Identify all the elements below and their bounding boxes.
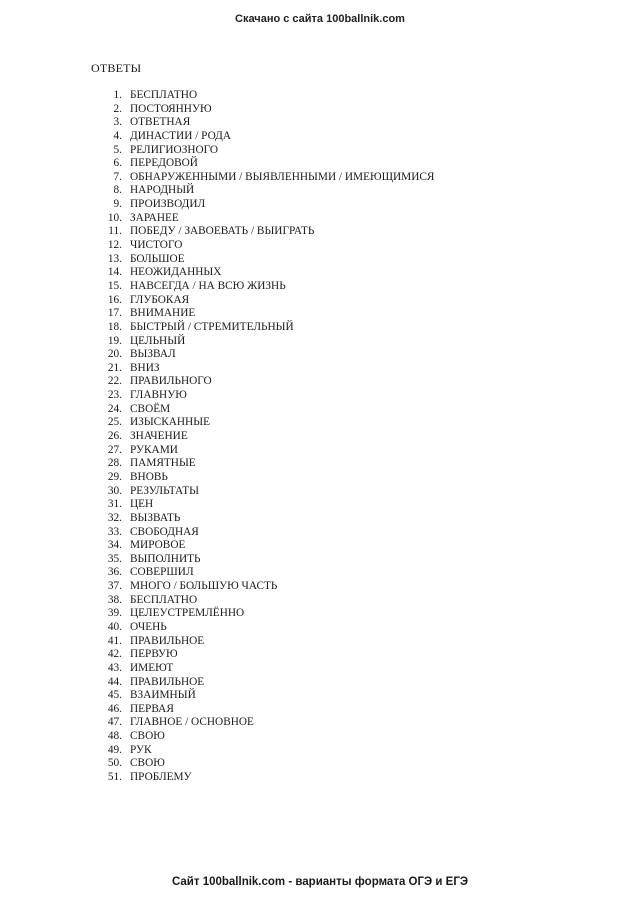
answer-text: ПОБЕДУ / ЗАВОЕВАТЬ / ВЫИГРАТЬ [130, 225, 315, 238]
answer-text: МИРОВОЕ [130, 539, 186, 552]
answer-number: 27. [107, 443, 122, 456]
answer-number: 51. [107, 771, 122, 784]
answer-text: ВЫПОЛНИТЬ [130, 552, 201, 565]
answer-text: ПЕРВАЯ [130, 702, 174, 715]
answer-text: ЦЕЛЕУСТРЕМЛЁННО [130, 607, 245, 620]
answer-text: ВНОВЬ [130, 470, 168, 483]
page-header: Скачано с сайта 100ballnik.com [235, 13, 405, 25]
answer-number: 34. [107, 539, 122, 552]
answer-text: ОБНАРУЖЕННЫМИ / ВЫЯВЛЕННЫМИ / ИМЕЮЩИМИСЯ [130, 170, 435, 183]
answer-item [0, 607, 640, 621]
answer-item [0, 744, 640, 758]
answer-item [0, 266, 640, 280]
answer-text: ПЕРВУЮ [130, 648, 178, 661]
answer-number: 50. [107, 757, 122, 770]
answer-text: ОТВЕТНАЯ [130, 116, 191, 129]
answer-item [0, 389, 640, 403]
answer-number: 48. [107, 730, 122, 743]
answer-item [0, 184, 640, 198]
answer-item [0, 471, 640, 485]
answer-text: ГЛУБОКАЯ [130, 293, 190, 306]
answer-item [0, 89, 640, 103]
answer-text: ПРОИЗВОДИЛ [130, 198, 206, 211]
answer-number: 33. [107, 525, 122, 538]
answer-text: СВОЁМ [130, 402, 171, 415]
answer-text: ПРАВИЛЬНОЕ [130, 675, 205, 688]
answer-number: 21. [107, 361, 122, 374]
answer-number: 7. [113, 170, 122, 183]
answer-item [0, 771, 640, 785]
answer-number: 30. [107, 484, 122, 497]
answer-number: 46. [107, 702, 122, 715]
answer-number: 45. [107, 689, 122, 702]
answer-item [0, 103, 640, 117]
answer-text: ЗНАЧЕНИЕ [130, 430, 188, 443]
answer-item [0, 485, 640, 499]
answer-text: ПАМЯТНЫЕ [130, 457, 196, 470]
answer-number: 36. [107, 566, 122, 579]
answer-number: 9. [113, 198, 122, 211]
answer-item [0, 307, 640, 321]
answer-item [0, 539, 640, 553]
answer-text: ПОСТОЯННУЮ [130, 102, 212, 115]
answer-item [0, 198, 640, 212]
answer-number: 11. [108, 225, 122, 238]
answer-item [0, 253, 640, 267]
answer-number: 17. [107, 307, 122, 320]
answer-text: ГЛАВНУЮ [130, 389, 187, 402]
answer-number: 37. [107, 580, 122, 593]
answer-number: 40. [107, 620, 122, 633]
answer-text: СВОЮ [130, 757, 165, 770]
answer-text: ПРАВИЛЬНОЕ [130, 634, 205, 647]
answer-text: РУКАМИ [130, 443, 178, 456]
answer-item [0, 553, 640, 567]
answer-text: РУК [130, 743, 152, 756]
answer-number: 19. [107, 334, 122, 347]
answer-item [0, 335, 640, 349]
answer-number: 28. [107, 457, 122, 470]
answer-number: 12. [107, 239, 122, 252]
answer-text: ЦЕН [130, 498, 154, 511]
section-title: ОТВЕТЫ [91, 61, 142, 75]
answer-item [0, 594, 640, 608]
answer-number: 10. [107, 211, 122, 224]
answer-number: 8. [113, 184, 122, 197]
answer-number: 13. [107, 252, 122, 265]
answer-item [0, 566, 640, 580]
answer-item [0, 239, 640, 253]
answer-text: ВЫЗВАТЬ [130, 511, 181, 524]
answer-item [0, 116, 640, 130]
answer-text: ЗАРАНЕЕ [130, 211, 179, 224]
answer-item [0, 526, 640, 540]
answer-text: ОЧЕНЬ [130, 620, 167, 633]
answer-text: БЕСПЛАТНО [130, 89, 198, 101]
answer-text: ДИНАСТИИ / РОДА [130, 129, 232, 142]
answer-item [0, 157, 640, 171]
answer-number: 3. [113, 116, 122, 129]
answer-number: 20. [107, 348, 122, 361]
answer-number: 47. [107, 716, 122, 729]
answer-text: ПРАВИЛЬНОГО [130, 375, 212, 388]
answer-number: 6. [113, 157, 122, 170]
answer-item [0, 403, 640, 417]
answer-text: ИЗЫСКАННЫЕ [130, 416, 210, 429]
answer-number: 32. [107, 511, 122, 524]
answer-number: 38. [107, 593, 122, 606]
answer-item [0, 375, 640, 389]
answer-text: БЫСТРЫЙ / СТРЕМИТЕЛЬНЫЙ [130, 320, 294, 333]
answer-number: 44. [107, 675, 122, 688]
answer-number: 42. [107, 648, 122, 661]
answer-item [0, 676, 640, 690]
answer-item [0, 294, 640, 308]
answer-item [0, 703, 640, 717]
answer-number: 4. [113, 129, 122, 142]
answer-text: ЦЕЛЬНЫЙ [130, 334, 186, 347]
answer-text: ВЫЗВАЛ [130, 348, 176, 361]
answer-item [0, 635, 640, 649]
answer-text: БОЛЬШОЕ [130, 252, 185, 265]
answer-text: НЕОЖИДАННЫХ [130, 266, 222, 279]
answer-item [0, 444, 640, 458]
answer-number: 14. [107, 266, 122, 279]
answer-text: РЕЗУЛЬТАТЫ [130, 484, 199, 497]
answer-number: 49. [107, 743, 122, 756]
answer-number: 24. [107, 402, 122, 415]
answer-number: 18. [107, 320, 122, 333]
answer-text: РЕЛИГИОЗНОГО [130, 143, 219, 156]
answer-item [0, 757, 640, 771]
answer-item [0, 457, 640, 471]
answer-item [0, 225, 640, 239]
answer-number: 29. [107, 470, 122, 483]
answer-item [0, 498, 640, 512]
answer-item [0, 730, 640, 744]
answer-item [0, 662, 640, 676]
answer-text: МНОГО / БОЛЬШУЮ ЧАСТЬ [130, 580, 278, 593]
answer-item [0, 716, 640, 730]
answer-item [0, 171, 640, 185]
answers-list [0, 89, 640, 785]
answer-text: ВНИМАНИЕ [130, 307, 196, 320]
answer-text: СВОЮ [130, 730, 165, 743]
answer-number: 26. [107, 430, 122, 443]
answer-number: 16. [107, 293, 122, 306]
answer-text: ИМЕЮТ [130, 661, 174, 674]
answer-item [0, 621, 640, 635]
answer-number: 22. [107, 375, 122, 388]
answer-number: 2. [113, 102, 122, 115]
answer-item [0, 416, 640, 430]
answer-item [0, 130, 640, 144]
answer-item [0, 321, 640, 335]
answer-number: 35. [107, 552, 122, 565]
answer-text: ВНИЗ [130, 361, 160, 374]
answer-item [0, 430, 640, 444]
answer-number: 31. [107, 498, 122, 511]
answer-text: ПЕРЕДОВОЙ [130, 157, 198, 170]
answer-text: ЧИСТОГО [130, 239, 183, 252]
answer-number: 43. [107, 661, 122, 674]
answer-text: ГЛАВНОЕ / ОСНОВНОЕ [130, 716, 254, 729]
answer-number: 5. [113, 143, 122, 156]
answer-number: 39. [107, 607, 122, 620]
answer-item [0, 689, 640, 703]
answer-text: БЕСПЛАТНО [130, 593, 198, 606]
answer-item [0, 648, 640, 662]
answer-number: 41. [107, 634, 122, 647]
answer-number: 1. [113, 89, 122, 101]
answer-number: 25. [107, 416, 122, 429]
answer-text: НАВСЕГДА / НА ВСЮ ЖИЗНЬ [130, 279, 286, 292]
answer-text: СВОБОДНАЯ [130, 525, 199, 538]
answer-item [0, 280, 640, 294]
answer-text: ПРОБЛЕМУ [130, 771, 192, 784]
answer-text: СОВЕРШИЛ [130, 566, 194, 579]
answer-item [0, 144, 640, 158]
answer-item [0, 212, 640, 226]
answer-item [0, 580, 640, 594]
answer-text: НАРОДНЫЙ [130, 184, 195, 197]
answer-number: 23. [107, 389, 122, 402]
answer-item [0, 362, 640, 376]
answer-item [0, 348, 640, 362]
page-footer: Сайт 100ballnik.com - варианты формата ОГЭ и ЕГЭ [171, 876, 469, 888]
answer-number: 15. [107, 279, 122, 292]
answer-text: ВЗАИМНЫЙ [130, 689, 196, 702]
answer-item [0, 512, 640, 526]
